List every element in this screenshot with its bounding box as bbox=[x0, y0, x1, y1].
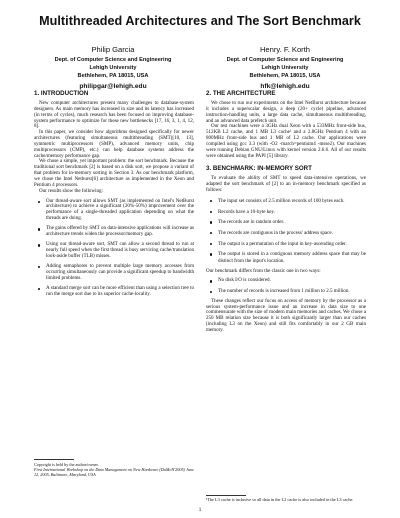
bullet-icon bbox=[210, 280, 212, 282]
benchmark-paragraph: Our benchmark differs from the classic one in two ways: bbox=[206, 267, 321, 274]
benchmark-differences-list bbox=[206, 278, 366, 294]
bullet-icon bbox=[38, 244, 40, 246]
list-item-text: The number of records is increased from 1 million to 2.5 million. bbox=[218, 287, 350, 294]
list-item-text: No disk I/O is considered. bbox=[218, 277, 271, 284]
architecture-paragraph: We chose to run our experiments on the Intel NetBurst architecture because it includes a superscalar design, a deep (20+ cycle) pipeline, advanced instruction-handling units, a large data cache, simultaneous multithreading, and an advanced data prefetch unit. bbox=[206, 100, 366, 124]
bullet-icon bbox=[38, 288, 40, 290]
venue-text: First International Workshop on the Data Management on New Hardware (DaMoN'2005) June 12, 2005, Baltimore, Maryland, USA bbox=[34, 467, 194, 478]
list-item-text: A standard merge sort can be more efficient than using a selection tree to run the merge sort due to its superior cache-locality. bbox=[46, 284, 194, 297]
left-column bbox=[34, 90, 194, 302]
intro-paragraph: New computer architectures present many challenges to database-system designers. As main memory has increased in size and its latency has increased (in terms of cycles), much research has been focused on improving database-system performance to optimize for these new bottlenecks [17, 16, 3, 1, 4, 12, 8]. bbox=[34, 100, 194, 130]
section-heading-architecture: 2. THE ARCHITECTURE bbox=[206, 90, 276, 97]
author-city: Bethlehem, PA 18015, USA bbox=[249, 73, 321, 80]
section-heading-introduction: 1. INTRODUCTION bbox=[34, 90, 89, 97]
author-name: Philip Garcia bbox=[91, 45, 135, 54]
intro-paragraph: We chose a simple, yet important problem: the sort benchmark. Because the traditional sort benchmark [2] is based on a disk sort, we propose a variant of that problem for in-memory sorting in Section 3. As our benchmark platform, we chose the Intel Netburst[6] architecture as implemented in the Xeon and Pentium 4 processors. bbox=[34, 158, 194, 188]
bullet-icon bbox=[210, 243, 212, 245]
bullet-icon bbox=[38, 266, 40, 268]
list-item-text: Adding semaphores to prevent multiple large memory accesses from occurring simultaneously can provide a significant speedup to bandwidth limited problems. bbox=[46, 262, 194, 281]
list-item bbox=[206, 241, 366, 247]
architecture-paragraph: Our test machines were a 3GHz dual Xeon with a 533MHz front-side bus, 512KB L2 cache, and 1 MB L3 cache¹ and a 2.8GHz Pentium 4 with an 800MHz front-side bus and 1 MB of L2 cache. Our applications were compiled using gcc 3.3 (with -O2 -march=pentium4 -msse2). Our machines were running Debian GNU/Linux with kernel version 2.6.6. All of our results were obtained using the PAPI [5] library. bbox=[206, 123, 366, 159]
list-item bbox=[206, 289, 366, 295]
benchmark-spec-list bbox=[206, 198, 366, 264]
footnote-divider bbox=[34, 459, 74, 460]
list-item-text: The records are in random order. bbox=[218, 219, 285, 226]
list-item-text: Records have a 10-byte key. bbox=[218, 208, 275, 215]
author-department: Dept. of Computer Science and Engineering bbox=[54, 56, 172, 63]
page-number: 1 bbox=[198, 507, 202, 513]
bullet-icon bbox=[210, 221, 212, 223]
author-email: hfk@lehigh.edu bbox=[260, 82, 310, 90]
benchmark-paragraph: These changes reflect our focus on access of memory by the processor as a serious system-performance issue and an increase in data size to one commensurate with the size of modern main memories and caches. We chose a 250 MB relation size because it is both significantly larger than our caches (including L3 on the Xeon) and still fits comfortably in our 2 GB main memory. bbox=[206, 297, 366, 333]
list-item bbox=[206, 219, 366, 225]
list-item bbox=[206, 278, 366, 284]
list-item bbox=[206, 198, 366, 204]
list-item bbox=[206, 209, 366, 215]
list-item-text: The records are contiguous in the process' address space. bbox=[218, 230, 333, 237]
results-list bbox=[34, 199, 194, 298]
right-column bbox=[206, 90, 366, 334]
author-name: Henry. F. Korth bbox=[259, 45, 311, 54]
list-item bbox=[34, 286, 194, 298]
bullet-icon bbox=[38, 228, 40, 230]
author-city: Bethlehem, PA 18015, USA bbox=[77, 73, 149, 80]
list-item-text: The gains offered by SMT on data-intensive applications will increase as architecture trends widen the processor/memory gap. bbox=[46, 225, 194, 238]
author-department: Dept. of Computer Science and Engineering bbox=[226, 56, 344, 63]
list-item bbox=[34, 199, 194, 222]
author-email: philipgar@lehigh.edu bbox=[79, 82, 147, 90]
author-university: Lehigh University bbox=[89, 65, 137, 72]
list-item-text: Using our thread-aware sort, SMT can allow a second thread to run at nearly full speed when the first thread is busy servicing cache/translation look-aside buffer (TLB) misses. bbox=[46, 241, 194, 259]
paper-title: Multithreaded Architectures and The Sort Benchmark bbox=[39, 14, 361, 28]
list-item-text: The input set consists of 2.5 million records of 100 bytes each. bbox=[218, 197, 345, 204]
copyright-footnote bbox=[34, 462, 194, 478]
list-item-text: The output is a permutation of the input in key-ascending order. bbox=[218, 240, 347, 247]
bullet-icon bbox=[210, 211, 212, 213]
list-item bbox=[206, 230, 366, 236]
intro-paragraph: In this paper, we consider how algorithms designed specifically for newer architectures (featuring simultaneous multithreading (SMT)[10, 13], symmetric multiprocessors (SMP), advanced memory units, chip multiprocessors (CMP), etc.) can help database systems address the cache/memory performance gap. bbox=[34, 129, 194, 159]
bullet-icon bbox=[210, 291, 212, 293]
list-item bbox=[206, 251, 366, 264]
copyright-text: Copyright is held by the author/owner. bbox=[34, 462, 99, 467]
bullet-icon bbox=[210, 232, 212, 234]
bullet-icon bbox=[38, 201, 40, 203]
list-item bbox=[34, 226, 194, 238]
intro-paragraph: Our results show the following: bbox=[39, 187, 103, 194]
footnote-divider bbox=[206, 495, 246, 496]
list-item bbox=[34, 264, 194, 282]
list-item-text: The output is stored in a contiguous memory address space that may be distinct from the input's location. bbox=[218, 251, 366, 264]
section-heading-benchmark: 3. BENCHMARK: IN-MEMORY SORT bbox=[206, 165, 312, 173]
benchmark-paragraph: To evaluate the ability of SMT to speed data-intensive operations, we adapted the sort benchmark of [2] to an in-memory benchmark specified as follows: bbox=[206, 175, 366, 194]
list-item-text: Our thread-aware sort allows SMT (as implemented on Intel's NetBurst architecture) to achieve a significant (20%-50%) improvement over the performance of a single-threaded application depending on what the threads are doing. bbox=[46, 197, 194, 222]
author-block-1 bbox=[28, 46, 198, 91]
list-item bbox=[34, 242, 194, 260]
bullet-icon bbox=[210, 253, 212, 255]
bullet-icon bbox=[210, 200, 212, 202]
author-university: Lehigh University bbox=[261, 65, 309, 72]
cache-footnote: ¹The L3 cache is inclusive so all data in the L2 cache is also included in the L3 cache. bbox=[206, 497, 354, 502]
author-block-2 bbox=[200, 46, 370, 91]
